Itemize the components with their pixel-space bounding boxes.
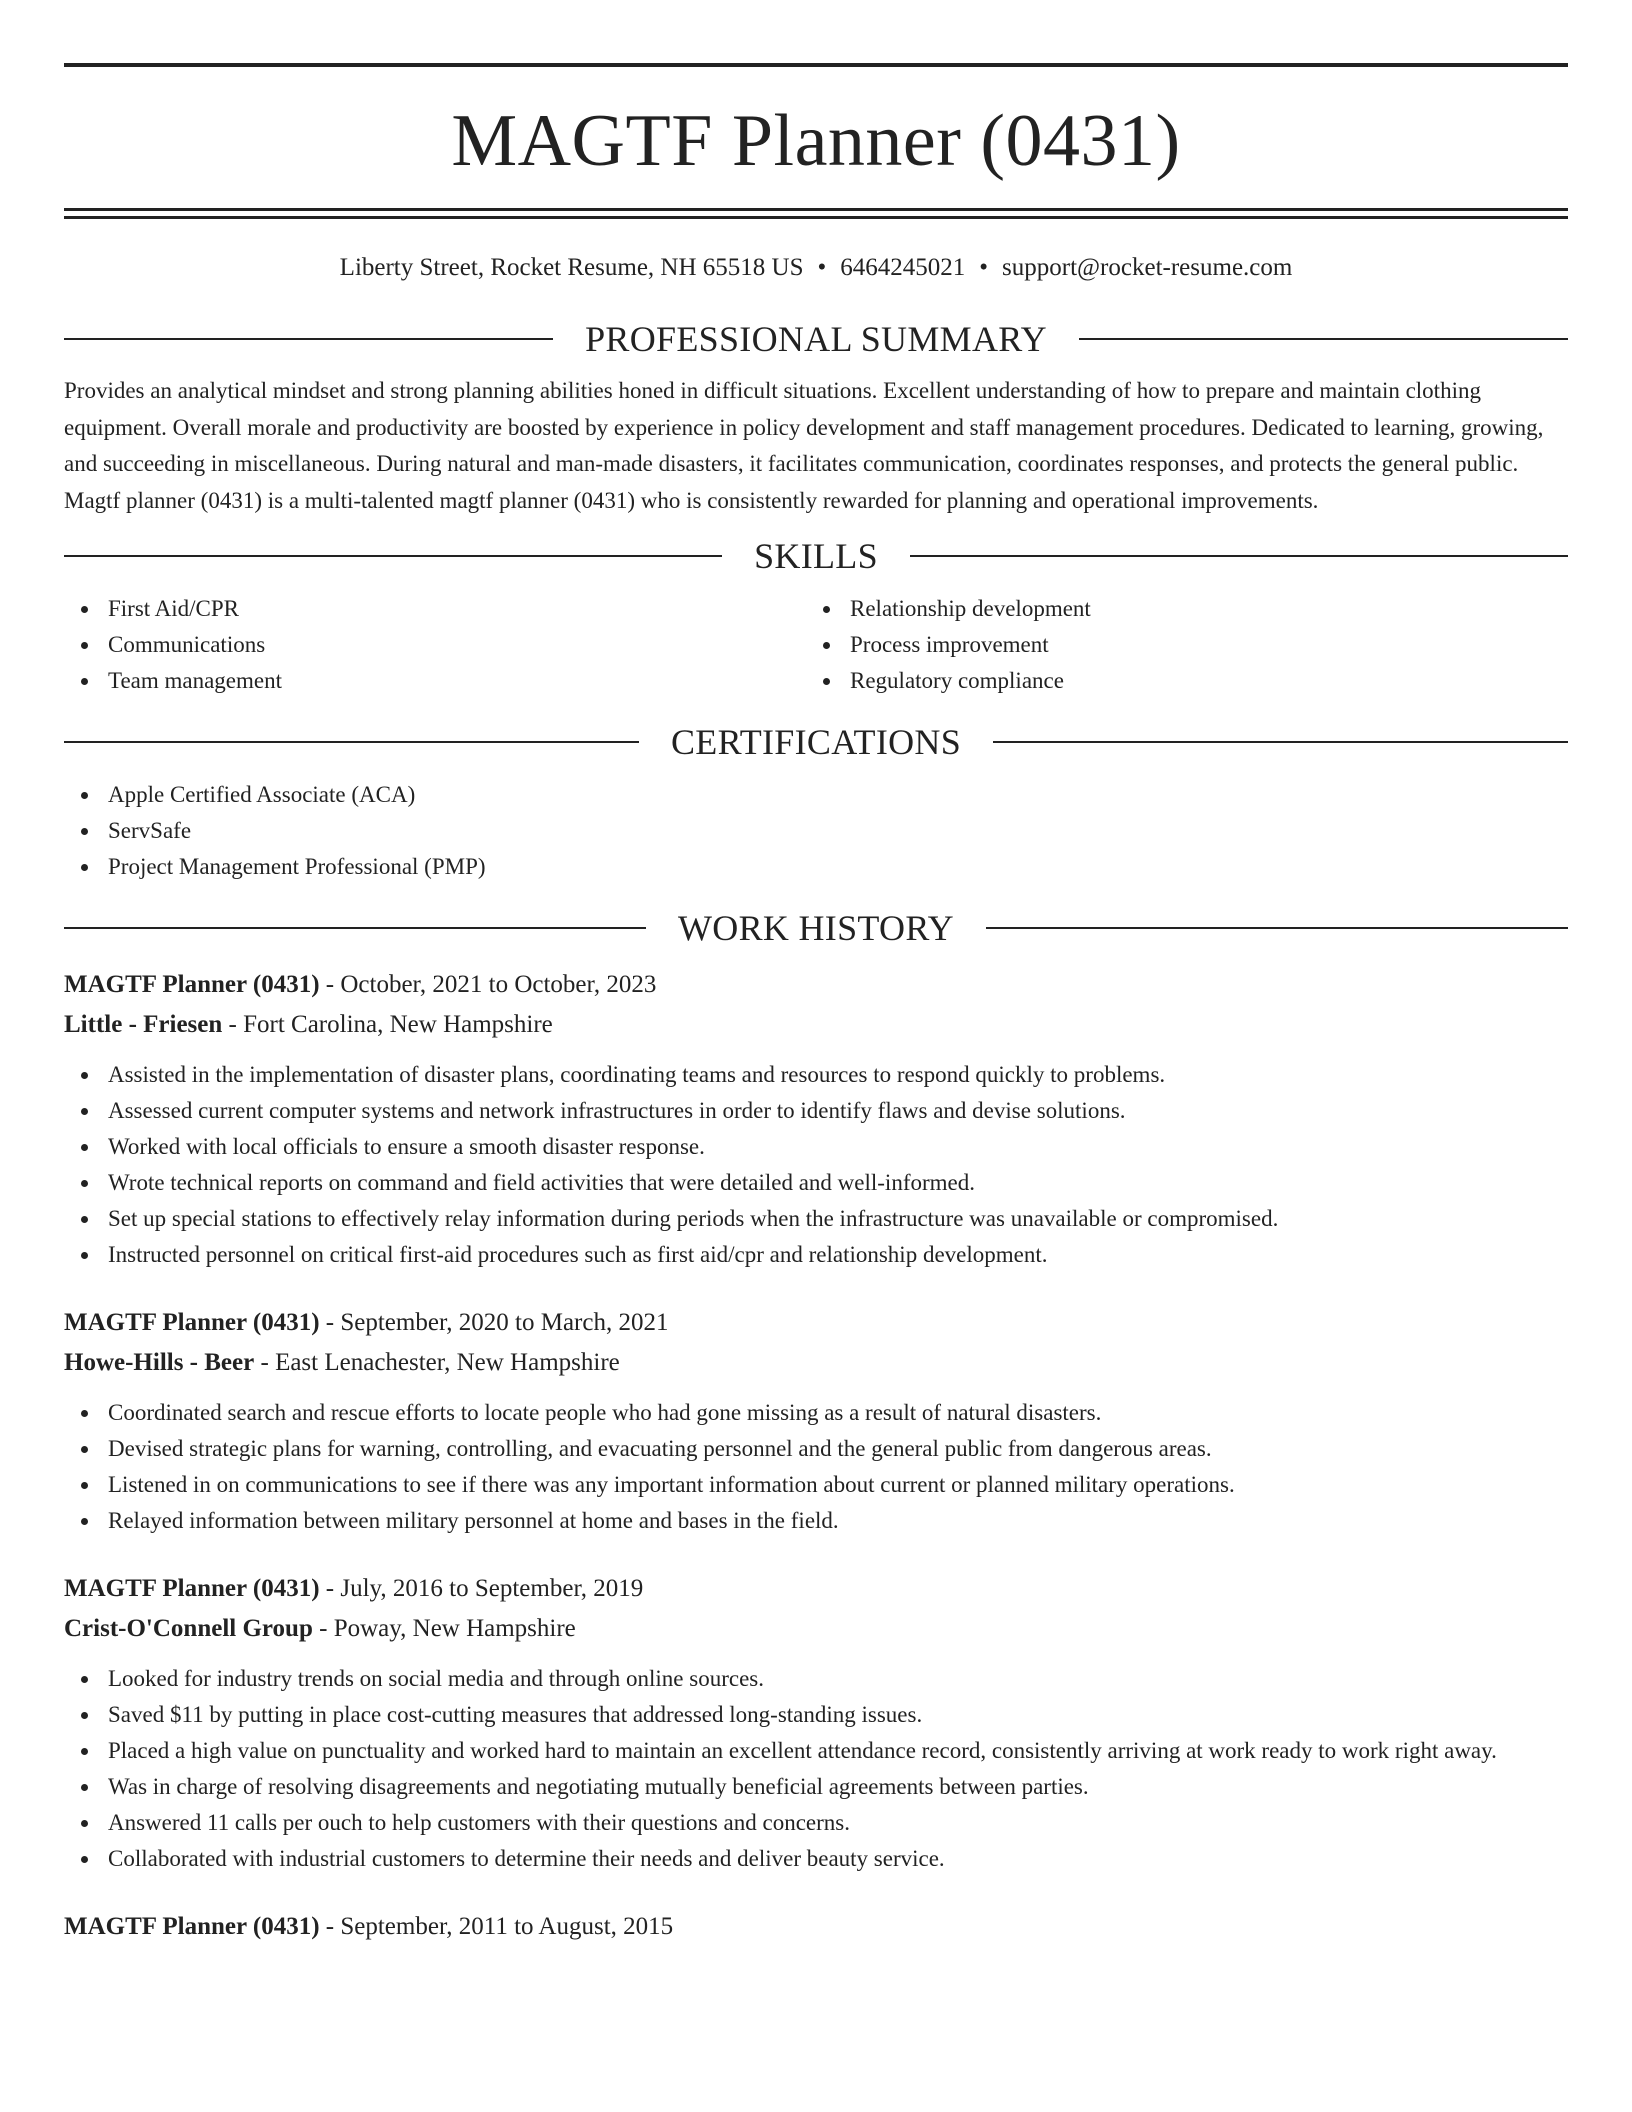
job-title: MAGTF Planner (0431) <box>64 1309 320 1336</box>
section-rule <box>910 555 1568 557</box>
job-bullet: Looked for industry trends on social media and through online sources. <box>64 1661 1568 1697</box>
job-bullet: Coordinated search and rescue efforts to locate people who had gone missing as a result of natural disasters. <box>64 1395 1568 1431</box>
certification-item: ServSafe <box>64 813 1568 849</box>
job-dates: September, 2011 to August, 2015 <box>340 1913 674 1940</box>
skill-item: Process improvement <box>806 627 1548 663</box>
job-title-line <box>64 1303 1568 1343</box>
job-title-line <box>64 1569 1568 1609</box>
contact-phone: 6464245021 <box>840 254 966 281</box>
contact-separator: • <box>817 254 827 281</box>
resume-page <box>64 0 1568 1947</box>
job-title-line <box>64 965 1568 1005</box>
skill-item: Team management <box>64 663 806 699</box>
contact-address: Liberty Street, Rocket Resume, NH 65518 US <box>339 254 804 281</box>
job-title-line <box>64 1907 1568 1947</box>
job-title: MAGTF Planner (0431) <box>64 1575 320 1602</box>
skills-list <box>64 591 1568 699</box>
job-location: Fort Carolina, New Hampshire <box>243 1011 553 1038</box>
job-dash: - <box>319 1913 341 1940</box>
skill-item: Communications <box>64 627 806 663</box>
job-bullet: Assisted in the implementation of disaster plans, coordinating teams and resources to respond quickly to problems. <box>64 1057 1568 1093</box>
section-rule <box>1079 338 1568 340</box>
contact-separator: • <box>979 254 989 281</box>
job-entry <box>64 1569 1568 1877</box>
skill-item: First Aid/CPR <box>64 591 806 627</box>
section-rule <box>64 338 553 340</box>
job-dates: July, 2016 to September, 2019 <box>340 1575 644 1602</box>
summary-header <box>64 316 1568 362</box>
certifications-header <box>64 719 1568 765</box>
contact-line <box>64 252 1568 284</box>
job-bullet: Instructed personnel on critical first-aid procedures such as first aid/cpr and relationship development. <box>64 1237 1568 1273</box>
section-rule <box>64 927 646 929</box>
job-company-line <box>64 1609 1568 1649</box>
section-rule <box>993 741 1568 743</box>
section-rule <box>986 927 1568 929</box>
work-history-title: WORK HISTORY <box>678 908 954 948</box>
job-dash: - <box>319 1575 341 1602</box>
certification-item: Apple Certified Associate (ACA) <box>64 777 1568 813</box>
job-dash: - <box>254 1349 276 1376</box>
job-title: MAGTF Planner (0431) <box>64 1913 320 1940</box>
skills-header <box>64 533 1568 579</box>
job-bullet: Placed a high value on punctuality and worked hard to maintain an excellent attendance record, consistently arriving at work ready to work right away. <box>64 1733 1568 1769</box>
job-bullet-list <box>64 1661 1568 1877</box>
job-bullet: Was in charge of resolving disagreements and negotiating mutually beneficial agreements between parties. <box>64 1769 1568 1805</box>
certifications-list <box>64 777 1568 885</box>
job-entry <box>64 1303 1568 1539</box>
job-dash: - <box>319 971 341 998</box>
certification-item: Project Management Professional (PMP) <box>64 849 1568 885</box>
job-bullet: Answered 11 calls per ouch to help customers with their questions and concerns. <box>64 1805 1568 1841</box>
top-rule <box>64 63 1568 67</box>
job-bullet-list <box>64 1057 1568 1273</box>
job-bullet: Set up special stations to effectively relay information during periods when the infrastructure was unavailable or compromised. <box>64 1201 1568 1237</box>
job-title: MAGTF Planner (0431) <box>64 971 320 998</box>
resume-name: MAGTF Planner (0431) <box>451 100 1181 182</box>
job-company: Little - Friesen <box>64 1011 223 1038</box>
skill-item: Relationship development <box>806 591 1548 627</box>
work-history-header <box>64 905 1568 951</box>
job-entry <box>64 1907 1568 1947</box>
job-bullet: Collaborated with industrial customers to determine their needs and deliver beauty service. <box>64 1841 1568 1877</box>
job-bullet: Listened in on communications to see if there was any important information about current or planned military operations. <box>64 1467 1568 1503</box>
job-bullet: Saved $11 by putting in place cost-cutting measures that addressed long-standing issues. <box>64 1697 1568 1733</box>
job-bullet: Relayed information between military personnel at home and bases in the field. <box>64 1503 1568 1539</box>
contact-email: support@rocket-resume.com <box>1002 254 1293 281</box>
job-company: Howe-Hills - Beer <box>64 1349 255 1376</box>
skill-item: Regulatory compliance <box>806 663 1548 699</box>
job-company-line <box>64 1005 1568 1045</box>
certifications-title: CERTIFICATIONS <box>670 722 962 762</box>
job-bullet-list <box>64 1395 1568 1539</box>
job-dash: - <box>222 1011 244 1038</box>
double-rule <box>64 208 1568 219</box>
job-bullet: Worked with local officials to ensure a smooth disaster response. <box>64 1129 1568 1165</box>
summary-text: Provides an analytical mindset and strong planning abilities honed in difficult situations. Excellent understanding of how to prepare and maintain clothing equipment. Overall morale and productivity are boosted by experience in policy development and staff management procedures. Dedicated to learning, growing, and succeeding in miscellaneous. During natural and man-made disasters, it facilitates communication, coordinates responses, and protects the general public. Magtf planner (0431) is a multi-talented magtf planner (0431) who is consistently rewarded for planning and operational improvements. <box>64 378 1544 513</box>
job-dash: - <box>312 1615 334 1642</box>
section-rule <box>64 555 722 557</box>
job-company: Crist-O'Connell Group <box>64 1615 313 1642</box>
job-dates: September, 2020 to March, 2021 <box>340 1309 669 1336</box>
job-bullet: Assessed current computer systems and network infrastructures in order to identify flaws and devise solutions. <box>64 1093 1568 1129</box>
job-location: Poway, New Hampshire <box>333 1615 576 1642</box>
job-company-line <box>64 1343 1568 1383</box>
job-location: East Lenachester, New Hampshire <box>275 1349 620 1376</box>
job-bullet: Wrote technical reports on command and field activities that were detailed and well-informed. <box>64 1165 1568 1201</box>
skills-title: SKILLS <box>754 536 878 576</box>
skills-column-left <box>64 591 806 699</box>
job-bullet: Devised strategic plans for warning, controlling, and evacuating personnel and the general public from dangerous areas. <box>64 1431 1568 1467</box>
job-dash: - <box>319 1309 341 1336</box>
skills-column-right <box>806 591 1548 699</box>
summary-title: PROFESSIONAL SUMMARY <box>585 319 1047 359</box>
job-entry <box>64 965 1568 1273</box>
section-rule <box>64 741 639 743</box>
job-dates: October, 2021 to October, 2023 <box>340 971 657 998</box>
